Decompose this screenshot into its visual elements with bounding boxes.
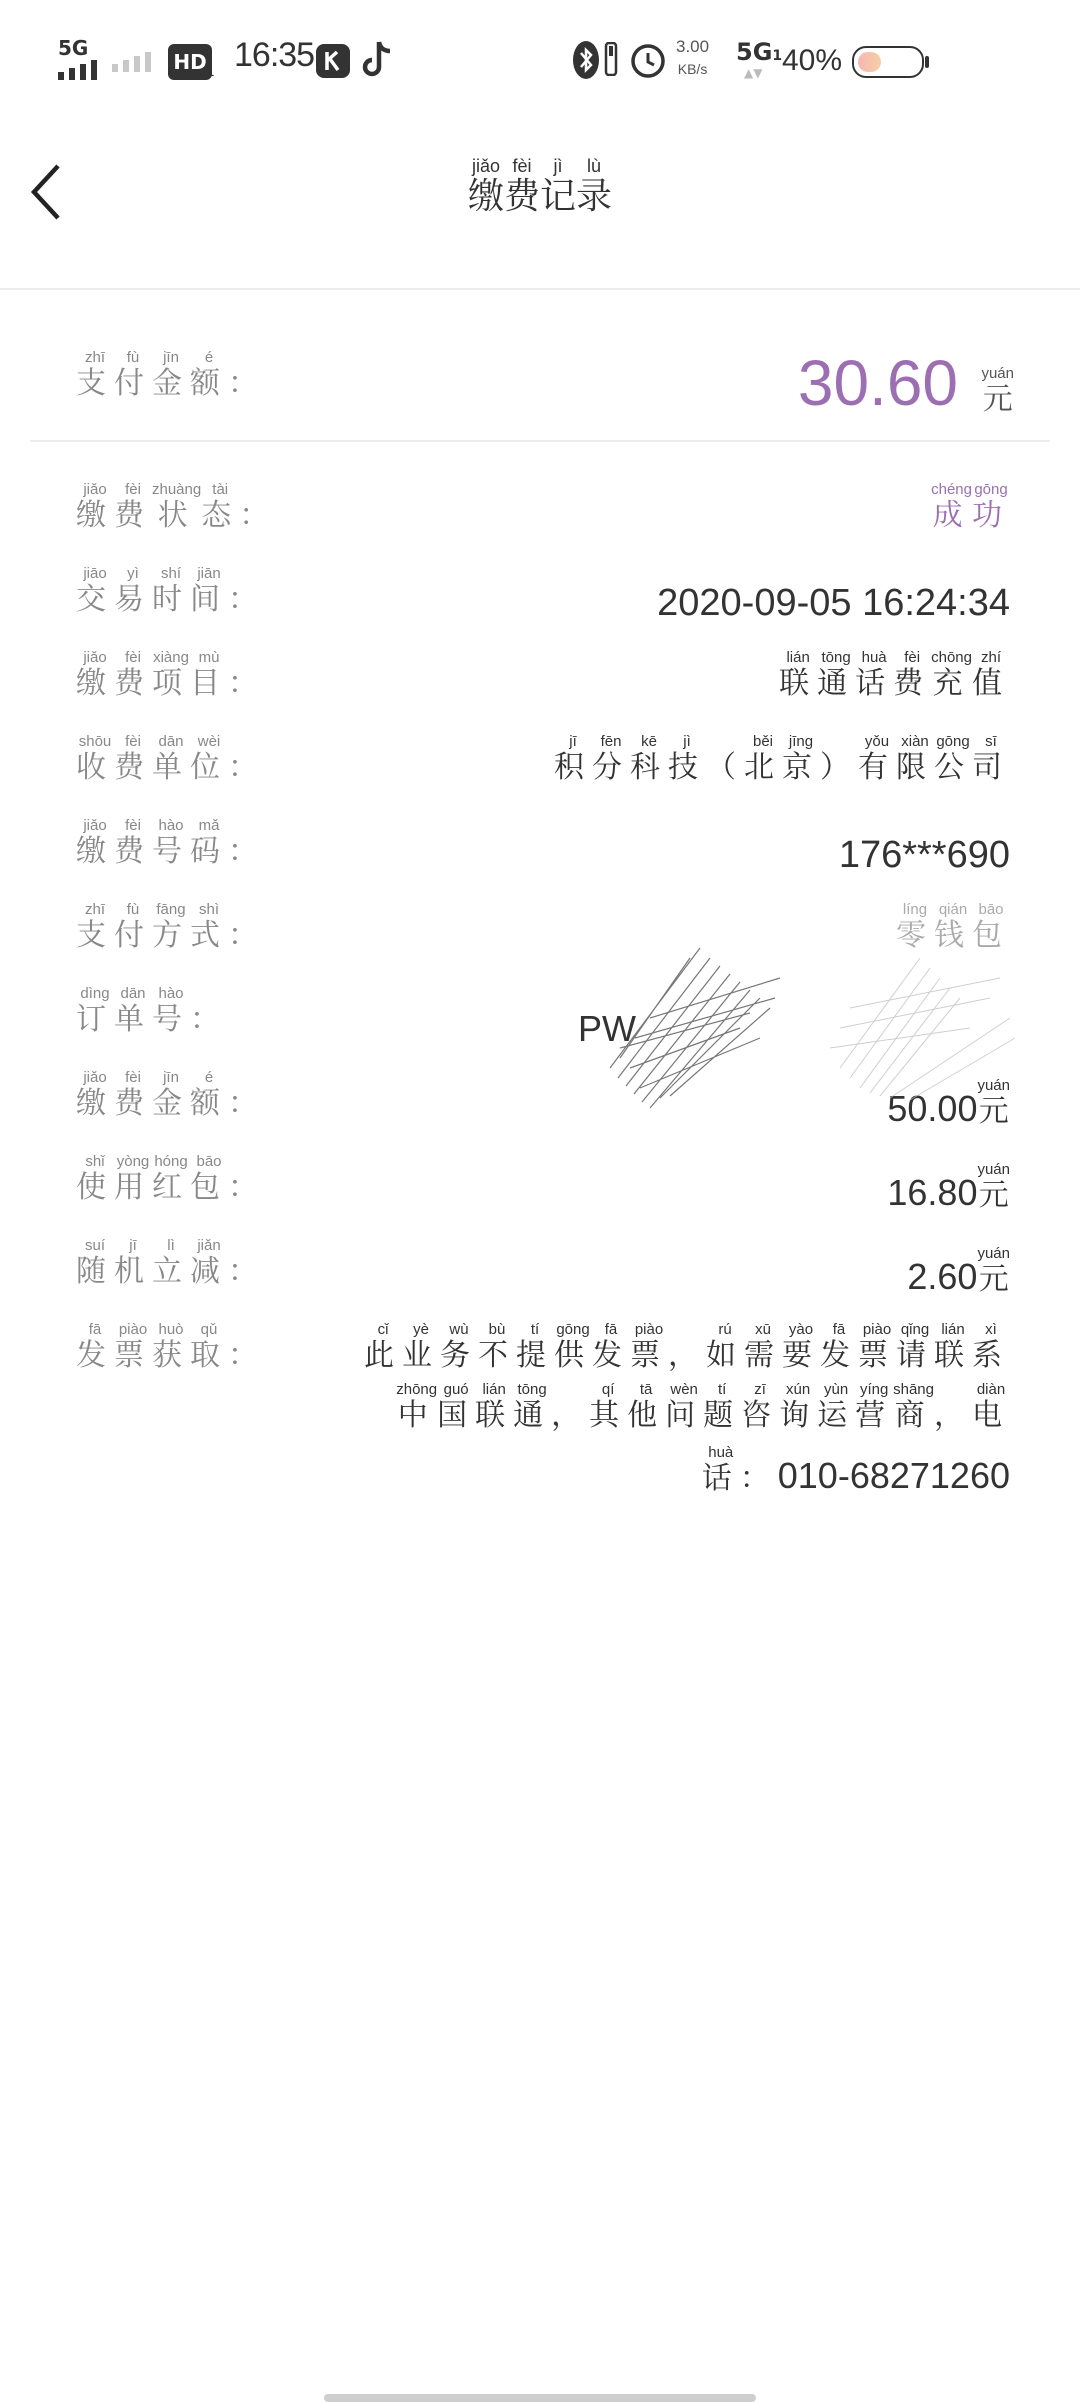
item-label: 缴jiǎo费fèi项xiàng目mù： xyxy=(76,649,266,701)
payment-amount-unit: 元yuán xyxy=(981,365,1014,417)
status-label: 缴jiǎo费fèi状zhuàng态tài： xyxy=(76,481,278,533)
invoice-text: 此cǐ业yè务wù不bù提tí供gōng发fā票piào， 如rú需xū要yào发fā票piào请qǐng联lián系xì中zhōng国guó联lián通tōng， 其qí他tā问wèn题tí咨zī询xún运yùn营yíng商shāng， 电diàn话huà： 010-68271260 xyxy=(364,1321,1010,1496)
redpack-unit: 元yuán xyxy=(977,1161,1010,1213)
speed-unit: KB/s xyxy=(677,61,708,77)
secondary-signal-icon xyxy=(112,52,151,72)
discount-value: 2.60 xyxy=(907,1256,978,1297)
fee-value: 50.00 xyxy=(887,1088,978,1129)
number-value: 176***690 xyxy=(838,834,1010,876)
cellular-signal-icon xyxy=(58,38,106,78)
payment-amount-value: 30.60 xyxy=(797,347,958,419)
discount-amount xyxy=(907,1246,1010,1298)
vibrate-icon xyxy=(604,42,618,76)
time-label: 交jiāo易yì时shí间jiān： xyxy=(76,565,266,617)
discount-label: 随suí机jī立lì减jiǎn： xyxy=(76,1237,266,1289)
number-label: 缴jiǎo费fèi号hào码mǎ： xyxy=(76,817,266,869)
discount-unit: 元yuán xyxy=(977,1245,1010,1297)
redpack-value: 16.80 xyxy=(887,1172,978,1213)
method-label: 支zhī付fù方fāng式shì： xyxy=(76,901,266,953)
battery-icon xyxy=(852,46,924,78)
page-title: 缴jiǎo费fèi记jì录lù xyxy=(467,156,613,217)
order-value: PW xyxy=(578,1008,636,1049)
battery-percent: 40% xyxy=(782,44,843,77)
invoice-phone: 010-68271260 xyxy=(777,1455,1010,1496)
time-value: 2020-09-05 16:24:34 xyxy=(657,582,1010,624)
k-app-icon xyxy=(316,44,350,78)
status-value: 成chéng功gōng xyxy=(931,481,1010,533)
hd-voice-icon: HD xyxy=(168,44,212,80)
fee-unit: 元yuán xyxy=(977,1077,1010,1129)
hd-sub-label: 1 xyxy=(206,64,215,80)
payment-amount-row xyxy=(30,288,1050,442)
home-indicator[interactable] xyxy=(324,2394,756,2402)
network-speed xyxy=(676,36,709,80)
payee-label: 收shōu费fèi单dān位wèi： xyxy=(76,733,266,785)
status-bar xyxy=(0,0,1080,120)
redpack-amount xyxy=(887,1162,1010,1214)
method-value: 零líng钱qián包bāo xyxy=(896,901,1010,953)
redpack-label: 使shǐ用yòng红hóng包bāo： xyxy=(76,1153,266,1205)
network-type-right: 5G1 xyxy=(736,38,783,66)
fee-label: 缴jiǎo费fèi金jīn额é： xyxy=(76,1069,266,1121)
order-label: 订dìng单dān号hào： xyxy=(76,985,228,1037)
redaction-scribble xyxy=(590,918,1020,1118)
tiktok-icon xyxy=(360,38,396,82)
invoice-label: 发fā票piào获huò取qǔ： xyxy=(76,1321,266,1373)
payee-value: 积jī分fēn科kē技jì（ 北běi京jīng） 有yǒu限xiàn公gōng司sī xyxy=(554,733,1010,785)
item-value: 联lián通tōng话huà费fèi充chōng值zhí xyxy=(779,649,1010,701)
speed-value: 3.00 xyxy=(676,37,710,56)
data-activity-icon: ▲▼ xyxy=(744,66,763,80)
alarm-icon xyxy=(628,40,668,80)
bluetooth-icon xyxy=(572,40,600,80)
page-header xyxy=(0,120,1080,290)
status-time: 16:35 xyxy=(234,36,315,74)
payment-amount-label: 支zhī付fù金jīn额é： xyxy=(76,349,266,401)
network-type-label: 5G xyxy=(58,36,89,60)
